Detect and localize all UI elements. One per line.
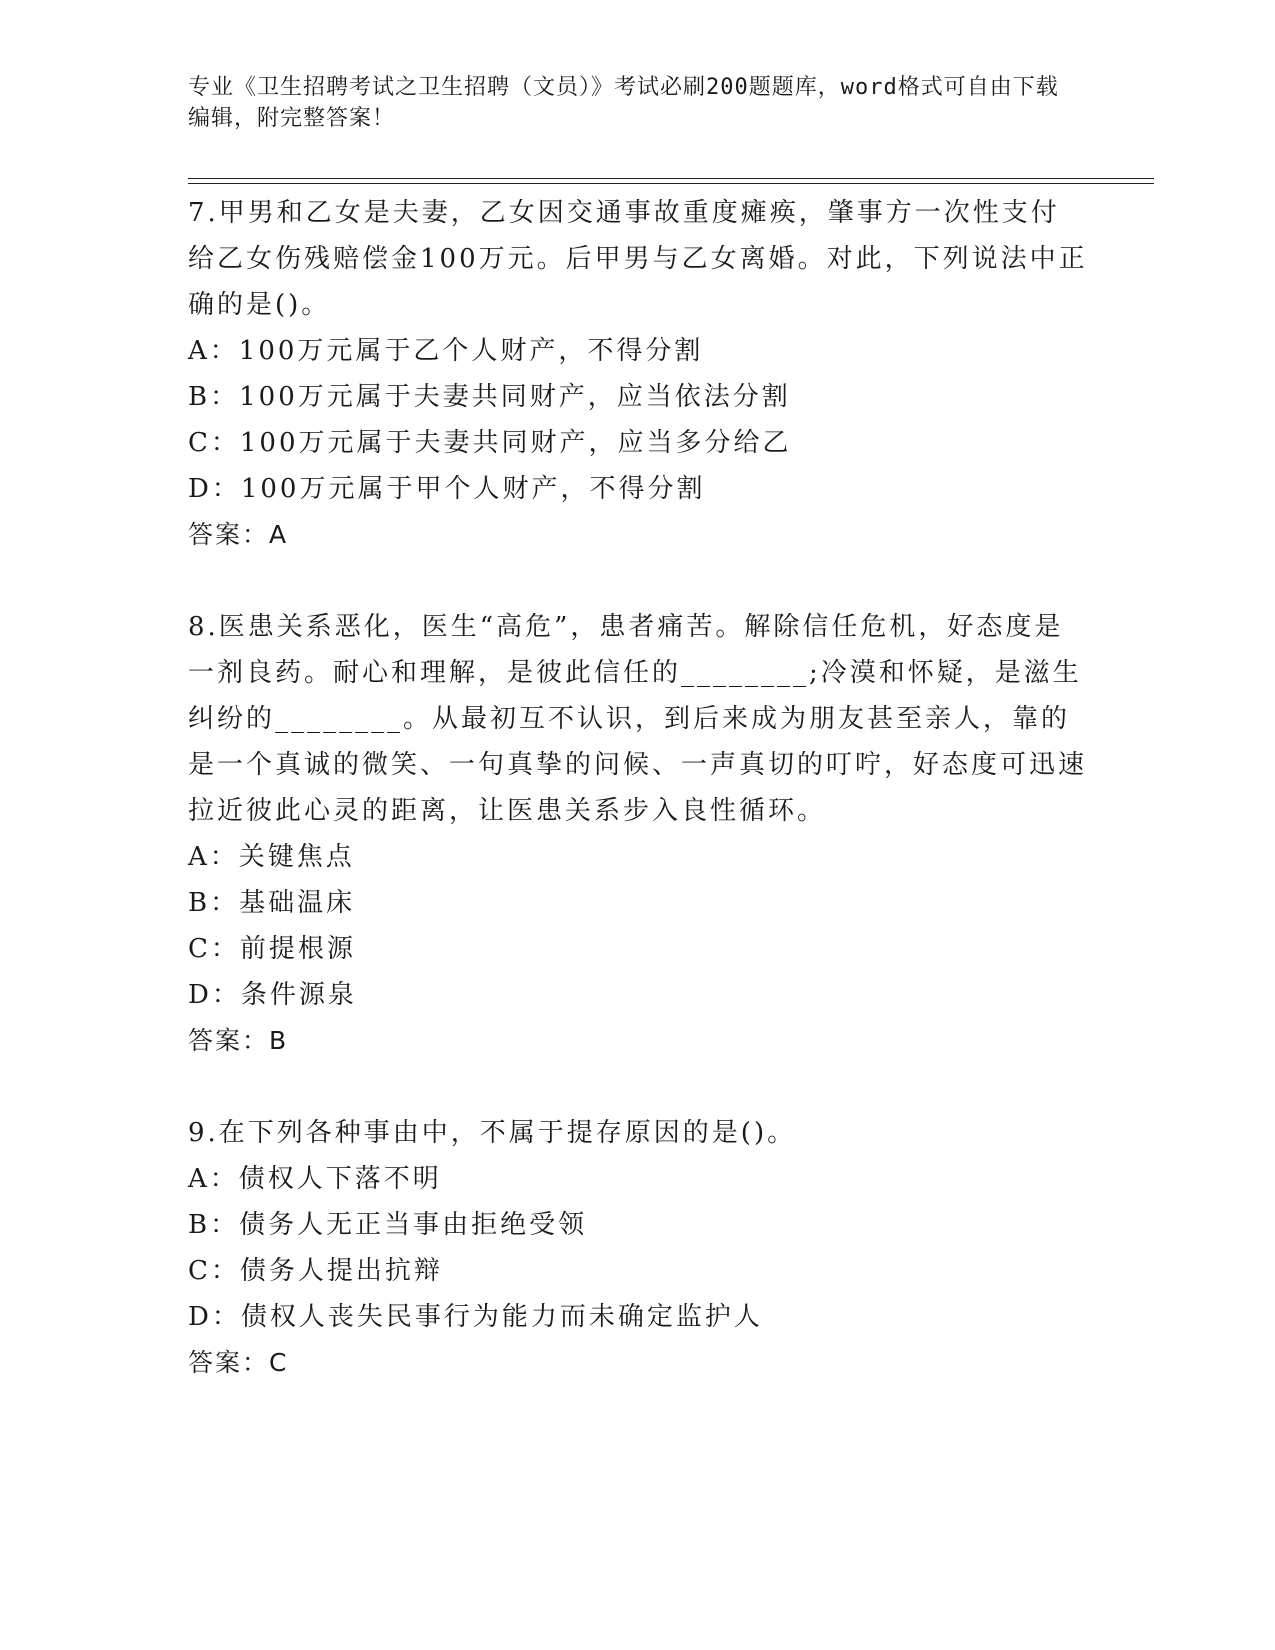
header-rule-top: [188, 178, 1154, 179]
option-a: A：100万元属于乙个人财产，不得分割: [188, 336, 704, 366]
question-stem: 8.医患关系恶化，医生“高危”，患者痛苦。解除信任危机，好态度是一剂良药。耐心和理解，是彼此信任的________;冷漠和怀疑，是滋生纠纷的________。从最初互不认识，到后来成为朋友甚至亲人，靠的是一个真诚的微笑、一句真挚的问候、一声真切的叮咛，好态度可迅速拉近彼此心灵的距离，让医患关系步入良性循环。: [188, 612, 1088, 826]
answer-label: 答案：B: [188, 1026, 289, 1055]
option-d: D：债权人丧失民事行为能力而未确定监护人: [188, 1302, 763, 1332]
option-d: D：100万元属于甲个人财产，不得分割: [188, 474, 706, 504]
question-7: [188, 190, 1088, 558]
option-c: C：100万元属于夫妻共同财产，应当多分给乙: [188, 428, 792, 458]
answer-label: 答案：A: [188, 520, 289, 549]
question-stem: 7.甲男和乙女是夫妻，乙女因交通事故重度瘫痪，肇事方一次性支付给乙女伤残赔偿金100万元。后甲男与乙女离婚。对此，下列说法中正确的是()。: [188, 198, 1088, 320]
question-9: [188, 1110, 1088, 1386]
option-b: B：基础温床: [188, 888, 356, 918]
answer-label: 答案：C: [188, 1348, 289, 1377]
header-rule-bottom: [188, 183, 1154, 184]
option-a: A：债权人下落不明: [188, 1164, 442, 1194]
option-b: B：100万元属于夫妻共同财产，应当依法分割: [188, 382, 791, 412]
option-a: A：关键焦点: [188, 842, 355, 872]
option-b: B：债务人无正当事由拒绝受领: [188, 1210, 588, 1240]
question-spacer: [188, 558, 1088, 604]
option-c: C：前提根源: [188, 934, 356, 964]
question-spacer: [188, 1064, 1088, 1110]
option-c: C：债务人提出抗辩: [188, 1256, 443, 1286]
question-8: [188, 604, 1088, 1064]
document-header: 专业《卫生招聘考试之卫生招聘（文员）》考试必刷200题题库，word格式可自由下载编辑，附完整答案！: [188, 75, 1059, 131]
option-d: D：条件源泉: [188, 980, 357, 1010]
question-stem: 9.在下列各种事由中，不属于提存原因的是()。: [188, 1118, 797, 1148]
question-list: [188, 190, 1088, 1386]
